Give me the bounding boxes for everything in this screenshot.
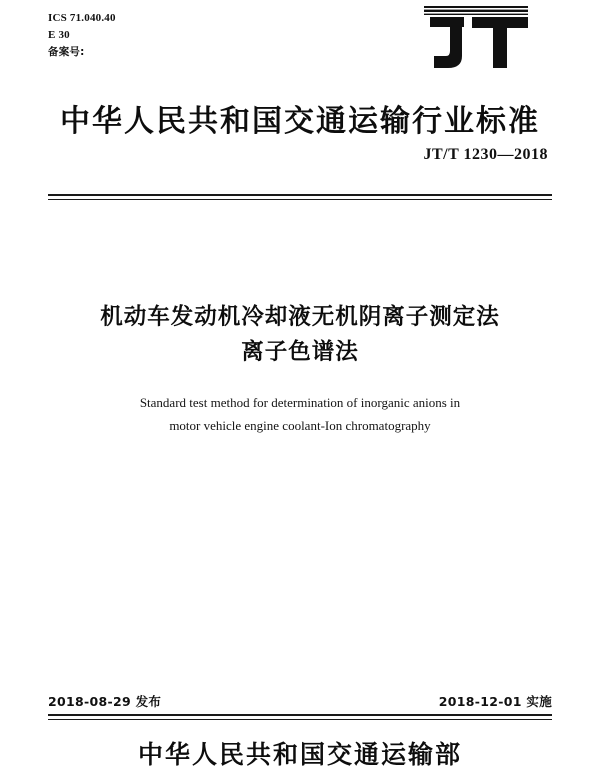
header-divider-thick [48,194,552,196]
ics-block [48,10,116,60]
document-title-line1: 机动车发动机冷却液无机阴离子测定法 [100,304,500,330]
header-divider-thin [48,199,552,200]
issue-date: 2018-08-29 发布 [48,694,162,709]
issuing-authority: 中华人民共和国交通运输部 [137,740,462,769]
filing-number-label: 备案号: [48,46,85,59]
ics-code: ICS 71.040.40 [48,12,116,24]
footer-dates [48,692,552,710]
footer-divider-thin [48,719,552,720]
document-title [60,300,540,370]
effective-date: 2018-12-01 实施 [438,694,552,709]
document-title-english [70,392,530,438]
document-title-line2: 离子色谱法 [241,338,359,365]
series-title: 中华人民共和国交通运输行业标准 [60,104,540,139]
classification-code: E 30 [48,29,70,42]
english-title-line1: Standard test method for determination of inorganic anions in [139,395,461,410]
jt-logo-icon [400,4,550,76]
footer-divider-thick [48,714,552,716]
english-title-line2: motor vehicle engine coolant-Ion chromatography [169,417,431,433]
standard-number: JT/T 1230—2018 [423,146,548,163]
document-header [48,10,552,88]
